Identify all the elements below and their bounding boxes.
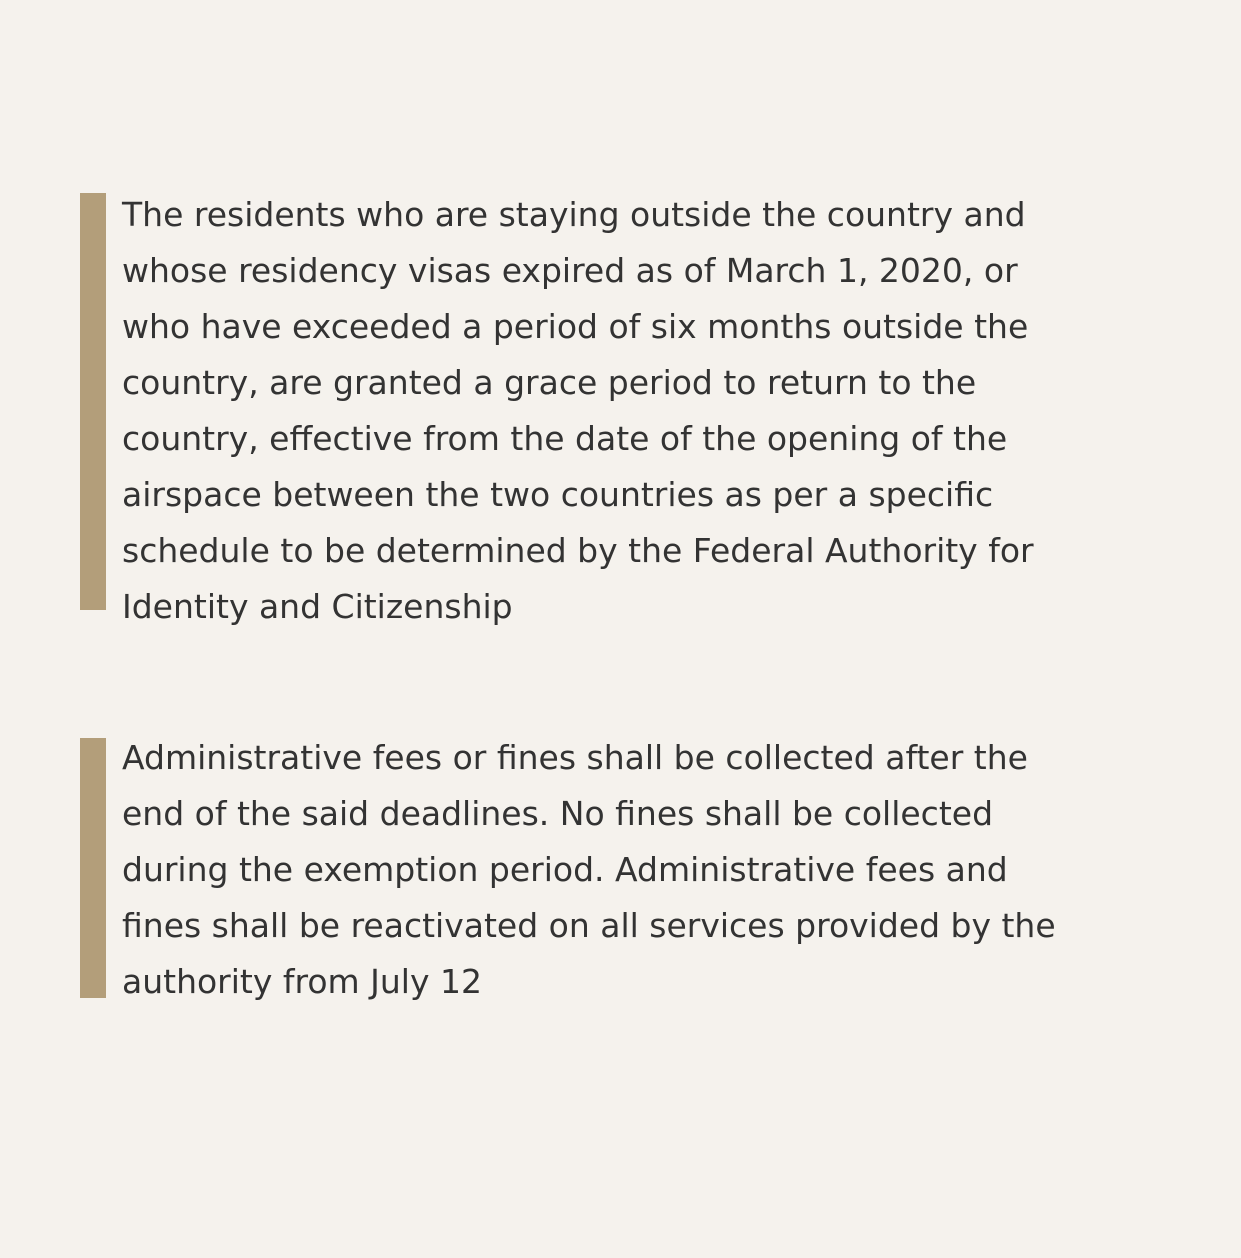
- text-line: Administrative fees or fines shall be collected after the: [122, 738, 1028, 777]
- text-line: The residents who are staying outside the country and: [122, 195, 1026, 234]
- text-line: authority from July 12: [122, 962, 482, 1001]
- quote-accent-bar: [80, 738, 106, 998]
- text-line: schedule to be determined by the Federal Authority for: [122, 531, 1034, 570]
- text-line: during the exemption period. Administrative fees and: [122, 850, 1008, 889]
- text-line: who have exceeded a period of six months outside the: [122, 307, 1029, 346]
- text-line: country, effective from the date of the opening of the: [122, 419, 1008, 458]
- text-line: airspace between the two countries as per a specific: [122, 475, 994, 514]
- text-line: country, are granted a grace period to return to the: [122, 363, 977, 402]
- paragraph-text: [122, 187, 1034, 635]
- text-line: fines shall be reactivated on all services provided by the: [122, 906, 1056, 945]
- text-line: Identity and Citizenship: [122, 587, 513, 626]
- quote-accent-bar: [80, 193, 106, 610]
- text-line: end of the said deadlines. No fines shall be collected: [122, 794, 994, 833]
- text-line: whose residency visas expired as of March 1, 2020, or: [122, 251, 1018, 290]
- paragraph-text: [122, 730, 1056, 1010]
